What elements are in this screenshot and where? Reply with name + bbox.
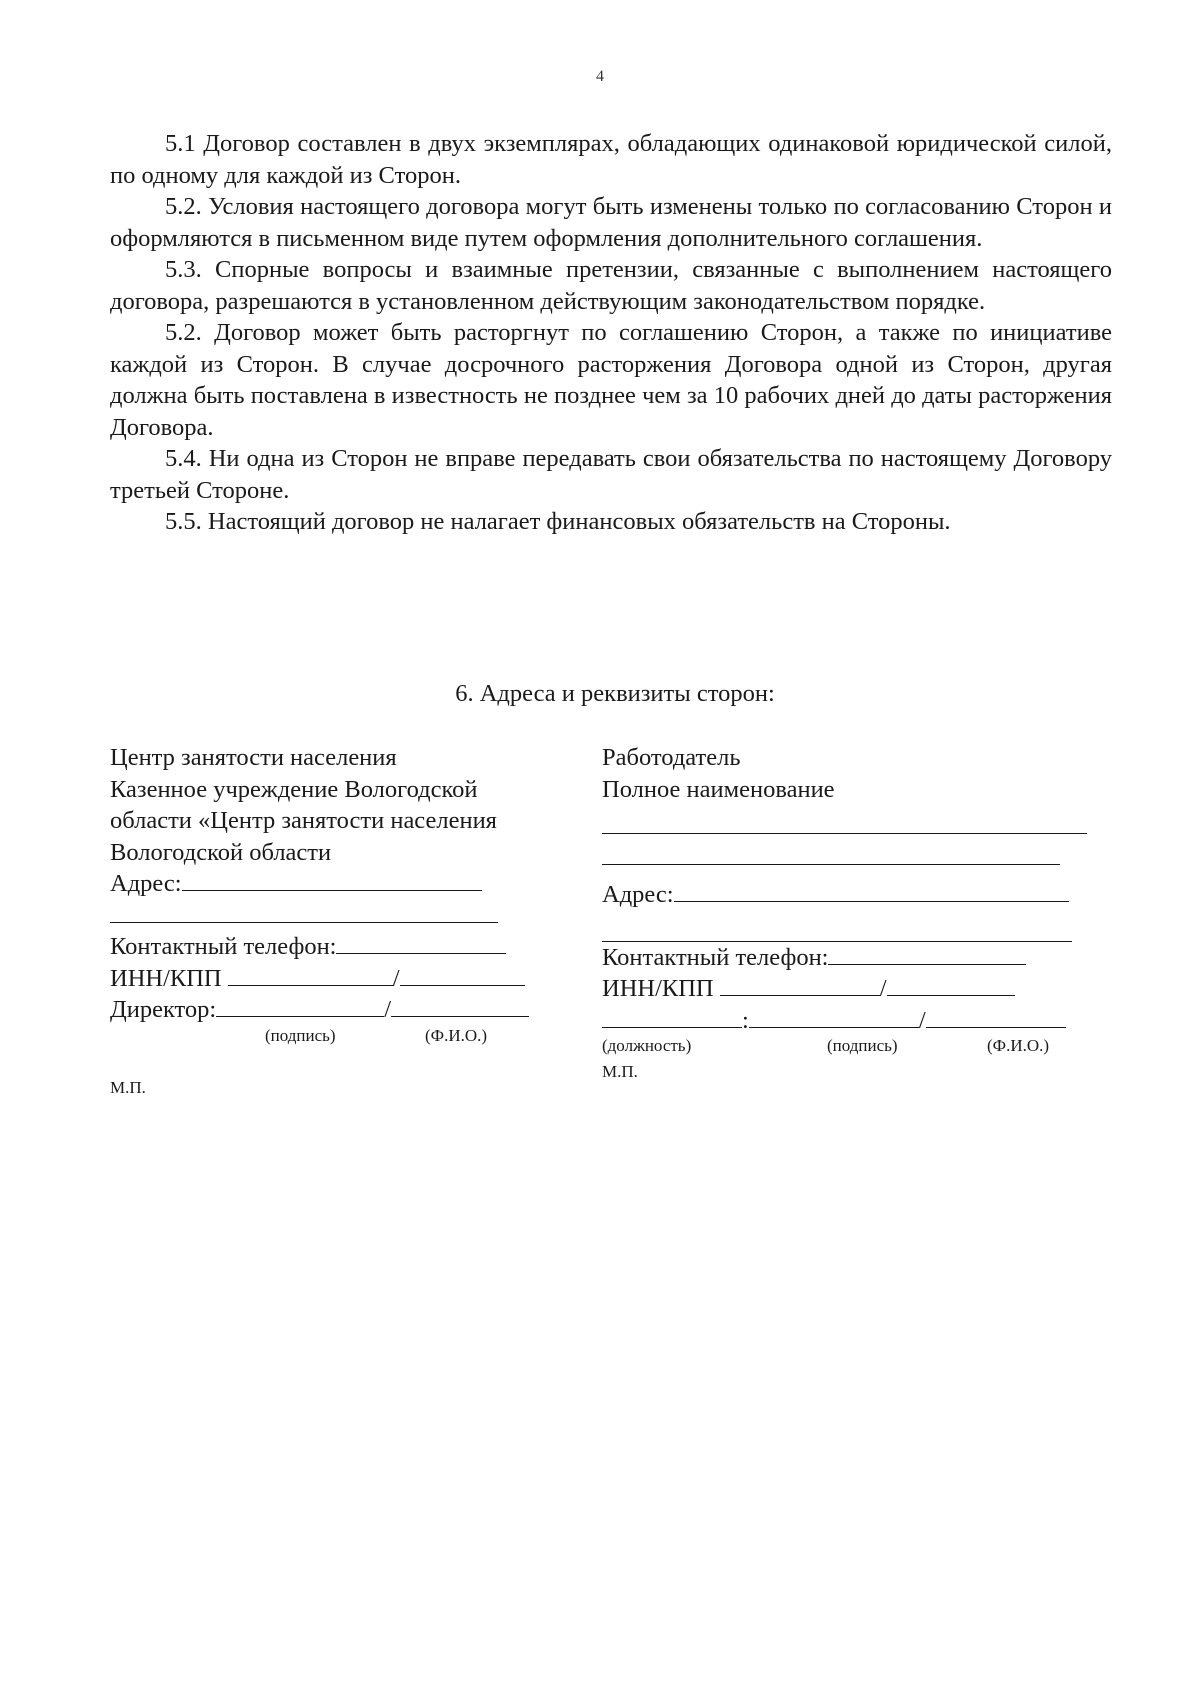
left-stamp: М.П. xyxy=(110,1077,146,1097)
right-signature-captions xyxy=(602,1036,1092,1056)
left-signature-captions xyxy=(110,1026,580,1046)
right-inn-blank xyxy=(720,973,880,996)
right-address-blank xyxy=(674,879,1069,902)
left-inn-slash: / xyxy=(392,964,400,992)
right-caption-signature: (подпись) xyxy=(827,1036,898,1055)
right-phone-row xyxy=(602,942,1092,974)
right-signature-colon: : xyxy=(742,1006,749,1034)
right-address-blank-2 xyxy=(602,911,1072,942)
right-signature-blank xyxy=(749,1005,919,1028)
right-phone-label: Контактный телефон: xyxy=(602,943,829,971)
right-name-blank xyxy=(926,1005,1066,1028)
left-director-name-blank xyxy=(391,994,529,1017)
right-caption-name: (Ф.И.О.) xyxy=(987,1036,1050,1055)
clause-5-4: 5.4. Ни одна из Сторон не вправе передавать свои обязательства по настоящему Договору третьей Стороне. xyxy=(110,445,1112,504)
left-director-signature-blank xyxy=(216,994,384,1017)
right-name-blank-2 xyxy=(602,834,1060,865)
right-inn-row xyxy=(602,973,1092,1005)
clause-5-2-amendments: 5.2. Условия настоящего договора могут быть изменены только по согласованию Сторон и оформляются в письменном виде путем оформления дополнительного соглашения. xyxy=(110,193,1112,252)
left-director-label: Директор: xyxy=(110,996,217,1023)
left-caption-name: (Ф.И.О.) xyxy=(425,1025,488,1045)
left-caption-signature: (подпись) xyxy=(265,1025,336,1045)
right-name-blank-1 xyxy=(602,805,1087,834)
right-full-name-label: Полное наименование xyxy=(602,775,835,803)
left-org-line-4: Вологодской области xyxy=(110,838,332,866)
left-address-label: Адрес: xyxy=(110,870,182,897)
right-title: Работодатель xyxy=(602,744,741,771)
clause-5-5: 5.5. Настоящий договор не налагает финансовых обязательств на Стороны. xyxy=(165,508,951,535)
left-inn-row xyxy=(110,963,580,995)
clause-5-1: 5.1 Договор составлен в двух экземплярах, обладающих одинаковой юридической силой, по одному для каждой из Сторон. xyxy=(110,130,1112,189)
right-stamp: М.П. xyxy=(602,1062,638,1081)
page-number: 4 xyxy=(596,68,604,85)
right-inn-slash: / xyxy=(879,975,887,1002)
clause-5-2-termination: 5.2. Договор может быть расторгнут по соглашению Сторон, а также по инициативе каждой из Сторон. В случае досрочного расторжения Договора одной из Сторон, другая должна быть поставлена в известность не позднее чем за 10 рабочих дней до даты расторжения Договора. xyxy=(110,319,1112,441)
left-director-row xyxy=(110,994,580,1026)
left-org-line-3: области «Центр занятости населения xyxy=(110,807,497,834)
left-director-slash: / xyxy=(384,996,392,1023)
right-signature-slash: / xyxy=(918,1006,926,1034)
left-kpp-blank xyxy=(400,963,525,986)
left-phone-row xyxy=(110,931,580,963)
right-address-label: Адрес: xyxy=(602,881,674,908)
left-address-row-2 xyxy=(110,900,580,932)
right-kpp-blank xyxy=(887,973,1015,996)
left-inn-label: ИНН/КПП xyxy=(110,964,222,992)
left-phone-blank xyxy=(336,931,506,954)
right-phone-blank xyxy=(828,942,1026,965)
left-phone-label: Контактный телефон: xyxy=(110,933,337,960)
left-org-line-1: Центр занятости населения xyxy=(110,744,397,771)
contract-body xyxy=(110,128,1112,538)
right-position-blank xyxy=(602,1005,742,1028)
left-inn-blank xyxy=(228,963,393,986)
right-inn-label: ИНН/КПП xyxy=(602,975,714,1002)
right-address-row xyxy=(602,879,1092,911)
left-address-blank xyxy=(182,868,482,891)
left-org-line-2: Казенное учреждение Вологодской xyxy=(110,775,478,803)
right-signature-row xyxy=(602,1005,1092,1037)
right-caption-position: (должность) xyxy=(602,1036,692,1055)
clause-5-3: 5.3. Спорные вопросы и взаимные претензии, связанные с выполнением настоящего договора, разрешаются в установленном действующим законодательством порядке. xyxy=(110,256,1112,315)
employer-details xyxy=(602,742,1092,1088)
left-address-blank-2 xyxy=(110,900,498,923)
section-title: 6. Адреса и реквизиты сторон: xyxy=(455,680,775,707)
left-address-row xyxy=(110,868,580,900)
employment-center-details xyxy=(110,742,580,1103)
